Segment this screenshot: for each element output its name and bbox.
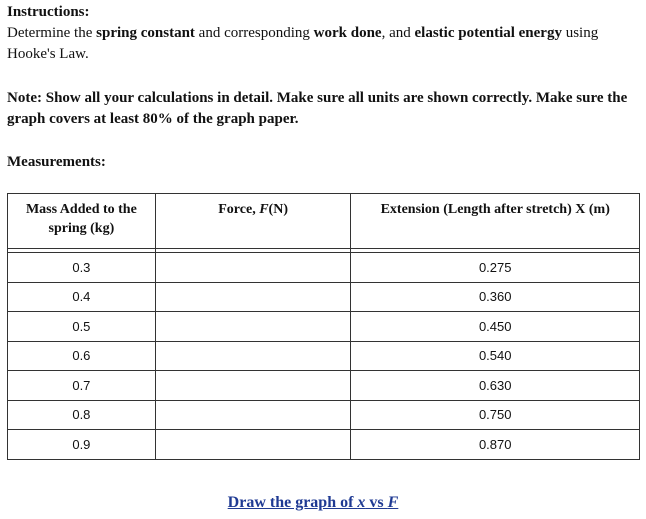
mass-cell: 0.4: [8, 282, 156, 312]
mass-cell: 0.3: [8, 253, 156, 283]
elastic-potential-energy-term: elastic potential energy: [414, 25, 562, 41]
table-row: [8, 341, 640, 371]
table-row: [8, 312, 640, 342]
extension-column-header: Extension (Length after stretch) X (m): [351, 194, 640, 249]
force-cell[interactable]: [155, 371, 351, 401]
draw-graph-link[interactable]: [0, 494, 626, 512]
work-done-term: work done: [313, 25, 382, 41]
mass-cell: 0.8: [8, 400, 156, 430]
table-row: [8, 371, 640, 401]
mass-cell: 0.6: [8, 341, 156, 371]
extension-cell: 0.630: [351, 371, 640, 401]
table-header-row: [8, 194, 640, 249]
table-row: [8, 400, 640, 430]
instructions-prefix: Determine the: [7, 25, 97, 41]
force-cell[interactable]: [155, 400, 351, 430]
table-row: [8, 430, 640, 460]
graph-link-prefix: Draw the graph of: [227, 494, 358, 511]
force-cell[interactable]: [155, 430, 351, 460]
instructions-heading: Instructions:: [7, 4, 90, 20]
spring-constant-term: spring constant: [96, 25, 195, 41]
mass-cell: 0.5: [8, 312, 156, 342]
instructions-text: [7, 23, 637, 65]
extension-cell: 0.360: [351, 282, 640, 312]
table-body: [8, 249, 640, 460]
force-column-header: [155, 194, 351, 249]
measurements-table: [7, 193, 640, 460]
force-header-var: F: [259, 202, 269, 217]
mass-column-header: Mass Added to the spring (kg): [8, 194, 156, 249]
force-header-unit: (N): [268, 202, 288, 217]
force-cell[interactable]: [155, 282, 351, 312]
extension-cell: 0.750: [351, 400, 640, 430]
table-row: [8, 253, 640, 283]
extension-cell: 0.275: [351, 253, 640, 283]
force-cell[interactable]: [155, 312, 351, 342]
table-row: [8, 282, 640, 312]
mass-cell: 0.9: [8, 430, 156, 460]
instructions-suffix: using Hooke's Law.: [7, 25, 599, 62]
graph-link-x-var: x: [357, 494, 366, 511]
extension-cell: 0.540: [351, 341, 640, 371]
measurements-heading: Measurements:: [7, 154, 106, 170]
force-cell[interactable]: [155, 253, 351, 283]
extension-cell: 0.870: [351, 430, 640, 460]
force-header-prefix: Force,: [218, 202, 260, 217]
extension-cell: 0.450: [351, 312, 640, 342]
force-cell[interactable]: [155, 341, 351, 371]
graph-link-f-var: F: [387, 494, 399, 511]
mass-cell: 0.7: [8, 371, 156, 401]
instructions-mid2: , and: [381, 25, 415, 41]
note-text: Note: Show all your calculations in detail. Make sure all units are shown correctly. Make sure the graph covers at least 80% of the graph paper.: [7, 90, 628, 127]
instructions-mid1: and corresponding: [194, 25, 314, 41]
graph-link-vs: vs: [365, 494, 388, 511]
